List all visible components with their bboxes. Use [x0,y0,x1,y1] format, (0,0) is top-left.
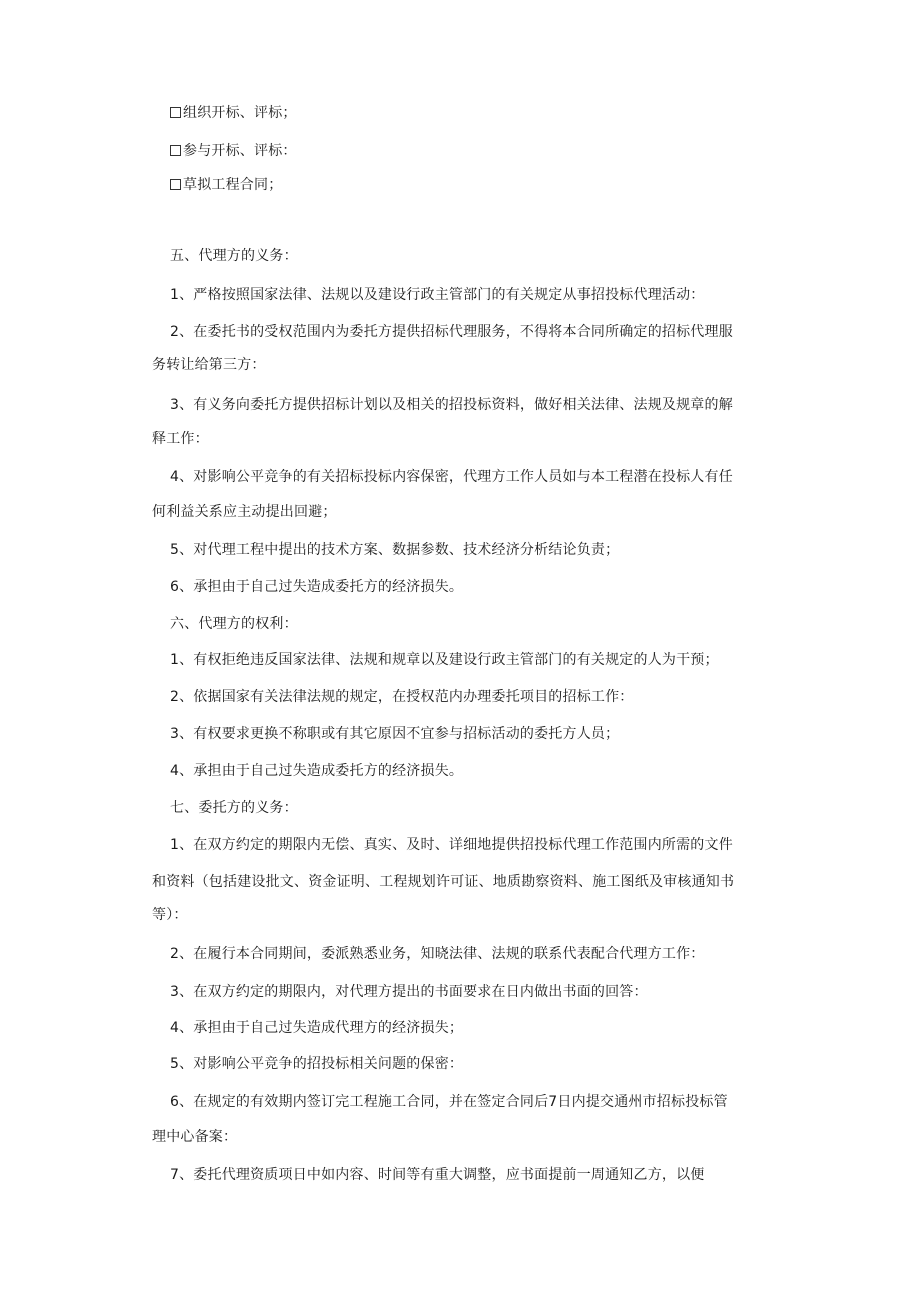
checkbox-icon [170,145,181,156]
paragraph-7-2: 2、在履行本合同期间，委派熟悉业务，知晓法律、法规的联系代表配合代理方工作： [170,946,705,962]
paragraph-5-6: 6、承担由于自己过失造成委托方的经济损失。 [170,579,464,595]
section-heading-5: 五、代理方的义务： [170,248,298,264]
checkbox-icon [170,179,181,190]
paragraph-7-1-cont2: 等）： [152,907,188,923]
paragraph-7-4: 4、承担由于自己过失造成代理方的经济损失； [170,1020,464,1036]
checklist-item-organize [170,104,297,122]
checkbox-icon [170,107,181,118]
paragraph-5-2-cont: 务转让给第三方： [152,357,266,373]
paragraph-7-3: 3、在双方约定的期限内，对代理方提出的书面要求在日内做出书面的回答： [170,984,648,1000]
checklist-text: 参与开标、评标： [183,143,297,159]
paragraph-6-4: 4、承担由于自己过失造成委托方的经济损失。 [170,763,464,779]
paragraph-5-4: 4、对影响公平竞争的有关招标投标内容保密，代理方工作人员如与本工程潜在投标人有任 [170,469,733,485]
paragraph-6-2: 2、依据国家有关法律法规的规定，在授权范内办理委托项目的招标工作： [170,689,634,705]
checklist-text: 组织开标、评标； [183,105,297,121]
paragraph-7-1-cont: 和资料（包括建设批文、资金证明、工程规划许可证、地质勘察资料、施工图纸及审核通知书 [152,874,735,890]
paragraph-5-1: 1、严格按照国家法律、法规以及建设行政主管部门的有关规定从事招投标代理活动： [170,287,705,303]
paragraph-7-1: 1、在双方约定的期限内无偿、真实、及时、详细地提供招投标代理工作范围内所需的文件 [170,837,733,853]
checklist-item-participate [170,142,297,160]
checklist-item-draft-contract [170,176,282,194]
paragraph-6-3: 3、有权要求更换不称职或有其它原因不宜参与招标活动的委托方人员； [170,726,620,742]
paragraph-5-2: 2、在委托书的受权范围内为委托方提供招标代理服务，不得将本合同所确定的招标代理服 [170,324,733,340]
paragraph-5-3-cont: 释工作： [152,431,209,447]
checklist-text: 草拟工程合同； [183,177,283,193]
section-heading-6: 六、代理方的权利： [170,616,298,632]
paragraph-7-7: 7、委托代理资质项日中如内容、时间等有重大调整，应书面提前一周通知乙方，以便 [170,1167,705,1183]
paragraph-7-6-cont: 理中心备案： [152,1129,238,1145]
paragraph-5-4-cont: 何利益关系应主动提出回避； [152,504,337,520]
paragraph-7-5: 5、对影响公平竞争的招投标相关问题的保密： [170,1056,464,1072]
paragraph-5-3: 3、有义务向委托方提供招标计划以及相关的招投标资料，做好相关法律、法规及规章的解 [170,397,733,413]
paragraph-5-5: 5、对代理工程中提出的技术方案、数据参数、技术经济分析结论负责； [170,542,620,558]
paragraph-7-6: 6、在规定的有效期内签订完工程施工合同，并在签定合同后7日内提交通州市招标投标管 [170,1094,728,1110]
paragraph-6-1: 1、有权拒绝违反国家法律、法规和规章以及建设行政主管部门的有关规定的人为干预； [170,652,719,668]
section-heading-7: 七、委托方的义务： [170,800,298,816]
